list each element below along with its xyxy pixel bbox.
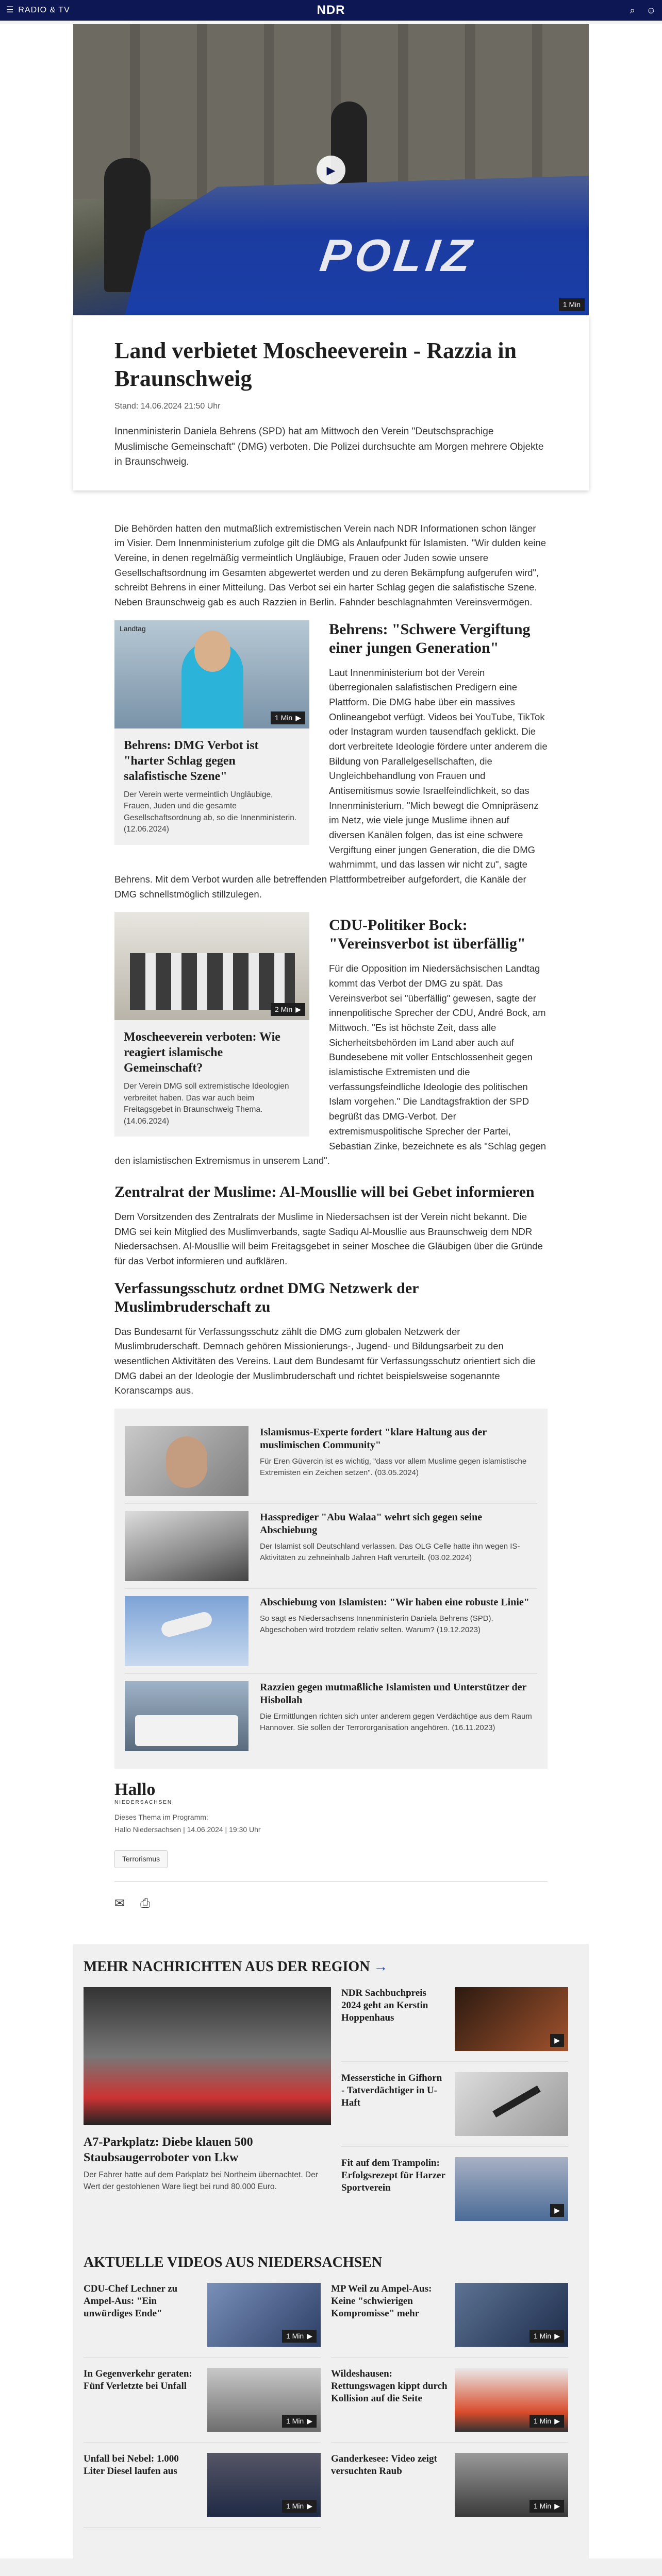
small-teaser-image xyxy=(455,1987,568,2051)
menu-icon[interactable]: ☰ xyxy=(6,6,14,14)
video-image xyxy=(455,2453,568,2517)
teaser-image-label: Landtag xyxy=(120,624,146,633)
duration-badge: 1 Min ▶ xyxy=(282,2330,317,2343)
main-content xyxy=(0,24,662,2558)
video-image xyxy=(207,2368,321,2432)
inline-teaser-card[interactable] xyxy=(114,912,309,1137)
small-teaser-image xyxy=(455,2072,568,2136)
video-image xyxy=(455,2283,568,2347)
radio-tv-menu[interactable] xyxy=(6,4,70,16)
section-heading: Behrens: "Schwere Vergiftung einer jungen Generation" xyxy=(329,620,531,656)
paragraph: Die Behörden hatten den mutmaßlich extremistischen Verein nach NDR Informationen schon länger im Visier. Dem Innenministerium zufolge gilt die DMG als Anlaufpunkt für Islamisten. "Wir dulden keine Vereine, in denen regelmäßig vermeintlich Ungläubige, Frauen oder Juden sowie unsere Gesellschaftsordnung im Gesamten abgewertet werden und zu deren Bekämpfung aufgerufen wird", schreibt Behrens in einer Mitteilung. Das Verbot sei ein harter Schlag gegen die salafistische Szene. Neben Braunschweig gab es auch Razzien in Berlin. Fahnder beschlagnahmten Vereinsvermögen. xyxy=(114,522,547,608)
big-teaser-title[interactable]: A7-Parkplatz: Diebe klauen 500 Staubsaugerroboter von Lkw xyxy=(84,2136,253,2165)
teaser-image xyxy=(114,620,309,728)
related-title[interactable]: Hassprediger "Abu Walaa" wehrt sich gegen seine Abschiebung xyxy=(260,1511,483,1536)
arrow-right-icon: → xyxy=(373,1959,388,1975)
knife-shape xyxy=(492,2086,541,2117)
paragraph: Für die Opposition im Niedersächsischen Landtag kommt das Verbot der DMG zu spät. Das Vereinsverbot sei "überfällig" gewesen, sagte der innenpolitische Sprecher der CDU, André Bock, am Mittwoch. "Es ist höchste Zeit, dass alle Sicherheitsbehörden im Land aber auch auf Bundesebene mit voller Entschlossenheit gegen islamistische Extremisten und die verfassungsfeindliche Ideologie des politischen Islam vorgehen." Die Landtagsfraktion der SPD begrüßt das DMG-Verbot. Der extremismuspolitische Sprecher der Partei, Sebastian Zinke, bezeichnete es als "Schlag gegen den islamistischen Extremismus in unserem Land". xyxy=(114,963,547,1166)
small-teaser[interactable] xyxy=(341,2157,568,2231)
duration-badge: 1 Min ▶ xyxy=(529,2500,564,2513)
section-heading: Verfassungsschutz ordnet DMG Netzwerk der Muslimbruderschaft zu xyxy=(114,1279,419,1315)
paragraph: Laut Innenministerium bot der Verein überregionalen salafistischen Predigern eine Plattform. Die DMG habe über ein massives Onlineangebot verfügt. Videos bei YouTube, TikTok oder Instagram wurden tausendfach geklickt. Die dort verbreitete Ideologie fördere unter anderem die Bildung von Parallelgesellschaften, die Ungleichbehandlung von Frauen und Antisemitismus sowie Israelfeindlichkeit, so das Innenministerium. "Mich bewegt die Omnipräsenz im Netz, wie viele junge Muslime ihnen auf diversen Kanälen folgen, das ist eine schwere Vergiftung einer jungen Generation, die die DMG wahrnimmt, und das lassen wir nicht zu", sagte Behrens. Mit dem Verbot wurden alle betreffenden Plattformbetreiber aufgefordert, die Kanäle der DMG schnellstmöglich stillzulegen. xyxy=(114,667,548,900)
related-image xyxy=(125,1596,249,1666)
related-text: Für Eren Güvercin ist es wichtig, "dass vor allem Muslime gegen islamistische Extremisten ein Zeichen setzen". (03.05.2024) xyxy=(260,1456,527,1477)
related-item[interactable] xyxy=(125,1504,537,1589)
hero-police-text: POLIZ xyxy=(317,230,479,281)
paragraph: Das Bundesamt für Verfassungsschutz zählt die DMG zum globalen Netzwerk der Muslimbruderschaft. Demnach gehören Missionierungs-, Jugend- und Bildungsarbeit zu den wesentlichen Aktivitäten des Vereins. Laut dem Bundesamt für Verfassungsschutz orientiert sich die DMG dabei an der Ideologie der Muslimbruderschaft und richtet beispielsweise sogenannte Koranscamps aus. xyxy=(114,1326,536,1396)
section-heading: CDU-Politiker Bock: "Vereinsverbot ist überfällig" xyxy=(329,917,526,953)
search-icon[interactable]: ⌕ xyxy=(630,5,635,15)
small-teaser-title[interactable]: NDR Sachbuchpreis 2024 geht an Kerstin Hoppenhaus xyxy=(341,1988,428,2023)
related-text: So sagt es Niedersachsens Innenministerin Daniela Behrens (SPD). Abgeschoben wird trotzdem relativ selten. Warum? (19.12.2023) xyxy=(260,1614,493,1634)
small-teaser-title[interactable]: Messerstiche in Gifhorn - Tatverdächtiger in U-Haft xyxy=(341,2073,442,2108)
video-teaser[interactable] xyxy=(84,2453,321,2528)
duration-badge: 1 Min ▶ xyxy=(529,2415,564,2428)
duration-badge: 1 Min ▶ xyxy=(282,2500,317,2513)
section-heading: Zentralrat der Muslime: Al-Mousllie will bei Gebet informieren xyxy=(114,1183,535,1200)
play-badge: ▶ xyxy=(550,2034,564,2047)
article-title: Land verbietet Moscheeverein - Razzia in Braunschweig xyxy=(114,338,517,391)
print-icon[interactable]: ⎙ xyxy=(140,1896,151,1911)
related-title[interactable]: Razzien gegen mutmaßliche Islamisten und Unterstützer der Hisbollah xyxy=(260,1681,526,1706)
program-logo[interactable] xyxy=(114,1781,548,1806)
video-title[interactable]: Unfall bei Nebel: 1.000 Liter Diesel laufen aus xyxy=(84,2453,179,2477)
related-text: Der Islamist soll Deutschland verlassen. Das OLG Celle hatte ihn wegen IS-Aktivitäten zu zehneinhalb Jahren Haft verurteilt. (03.02.2024) xyxy=(260,1541,520,1562)
video-image xyxy=(207,2453,321,2517)
mail-icon[interactable]: ✉ xyxy=(114,1896,125,1911)
related-person xyxy=(166,1436,207,1488)
related-item[interactable] xyxy=(125,1674,537,1758)
duration-label: 1 Min xyxy=(562,300,581,309)
inline-teaser-card[interactable] xyxy=(114,620,309,845)
related-title[interactable]: Abschiebung von Islamisten: "Wir haben eine robuste Linie" xyxy=(260,1596,529,1608)
program-logo-text: Hallo xyxy=(114,1780,156,1799)
related-image xyxy=(125,1426,249,1496)
small-teaser[interactable] xyxy=(341,1987,568,2062)
play-badge: ▶ xyxy=(550,2204,564,2217)
video-teaser[interactable] xyxy=(331,2368,568,2443)
related-image xyxy=(125,1511,249,1581)
video-teaser[interactable] xyxy=(84,2283,321,2358)
related-plane xyxy=(160,1610,213,1638)
related-image xyxy=(125,1681,249,1751)
article-body xyxy=(114,490,548,1929)
video-image xyxy=(207,2283,321,2347)
ndr-logo[interactable]: NDR xyxy=(317,3,345,17)
program-detail: Hallo Niedersachsen | 14.06.2024 | 19:30 Uhr xyxy=(114,1825,261,1834)
video-title[interactable]: In Gegenverkehr geraten: Fünf Verletzte bei Unfall xyxy=(84,2368,192,2392)
related-item[interactable] xyxy=(125,1589,537,1674)
play-icon[interactable]: ▶ xyxy=(317,156,345,184)
teaser-text: Der Verein DMG soll extremistische Ideologien verbreitet haben. Das war auch beim Freitagsgebet in Braunschweig Thema. (14.06.2024) xyxy=(124,1082,289,1126)
region-heading[interactable]: MEHR NACHRICHTEN AUS DER REGION → xyxy=(84,1959,388,1975)
user-icon[interactable]: ☺ xyxy=(646,5,656,15)
small-teaser-image xyxy=(455,2157,568,2221)
video-title[interactable]: MP Weil zu Ampel-Aus: Keine "schwierigen Kompromisse" mehr xyxy=(331,2283,432,2319)
related-item[interactable] xyxy=(125,1419,537,1504)
region-news xyxy=(73,1944,589,2558)
video-title[interactable]: Wildeshausen: Rettungswagen kippt durch Kollision auf die Seite xyxy=(331,2368,448,2404)
duration-badge: 2 Min ▶ xyxy=(271,1003,305,1016)
teaser-title[interactable]: Moscheeverein verboten: Wie reagiert islamische Gemeinschaft? xyxy=(124,1030,280,1075)
program-label: Dieses Thema im Programm: xyxy=(114,1812,208,1821)
teaser-image xyxy=(114,912,309,1020)
article-timestamp: Stand: 14.06.2024 21:50 Uhr xyxy=(114,402,221,411)
duration-badge xyxy=(559,298,585,311)
small-teaser-title[interactable]: Fit auf dem Trampolin: Erfolgsrezept für Harzer Sportverein xyxy=(341,2158,445,2193)
big-teaser-text: Der Fahrer hatte auf dem Parkplatz bei Northeim übernachtet. Der Wert der gestohlenen Ware liegt bei rund 80.000 Euro. xyxy=(84,2171,318,2191)
related-van xyxy=(135,1715,238,1746)
related-text: Die Ermittlungen richten sich unter anderem gegen Verdächtige aus dem Raum Hannover. Sie sollen der Terrororganisation angehören. (16.11.2023) xyxy=(260,1711,532,1732)
duration-badge: 1 Min ▶ xyxy=(282,2415,317,2428)
video-title[interactable]: Ganderkesee: Video zeigt versuchten Raub xyxy=(331,2453,437,2477)
small-teaser[interactable] xyxy=(341,2072,568,2147)
duration-badge: 1 Min ▶ xyxy=(529,2330,564,2343)
radio-tv-label[interactable]: RADIO & TV xyxy=(18,6,70,14)
videos-heading: AKTUELLE VIDEOS AUS NIEDERSACHSEN xyxy=(84,2255,383,2271)
article-header xyxy=(73,315,589,490)
hero-video[interactable] xyxy=(73,24,589,315)
video-teaser[interactable] xyxy=(84,2368,321,2443)
teaser-text: Der Verein werte vermeintlich Ungläubige, Frauen, Juden und die gesamte Gesellschaftsordnung ab, so die Innenministerin. (12.06.2024) xyxy=(124,790,297,834)
duration-badge: 1 Min ▶ xyxy=(271,711,305,724)
tag-button[interactable]: Terrorismus xyxy=(114,1850,168,1868)
big-teaser[interactable] xyxy=(84,1987,331,2231)
share-bar xyxy=(114,1882,548,1913)
program-logo-sub: NIEDERSACHSEN xyxy=(114,1799,173,1805)
teaser-title[interactable]: Behrens: DMG Verbot ist "harter Schlag gegen salafistische Szene" xyxy=(124,738,259,783)
video-title[interactable]: CDU-Chef Lechner zu Ampel-Aus: "Ein unwürdiges Ende" xyxy=(84,2283,178,2319)
video-teaser[interactable] xyxy=(331,2453,568,2538)
teaser-crowd xyxy=(130,953,295,1010)
top-navigation xyxy=(0,0,662,21)
teaser-person-head xyxy=(194,631,230,672)
video-image xyxy=(455,2368,568,2432)
big-teaser-image xyxy=(84,1987,331,2125)
related-title[interactable]: Islamismus-Experte fordert "klare Haltung aus der muslimischen Community" xyxy=(260,1426,487,1451)
paragraph: Dem Vorsitzenden des Zentralrats der Muslime in Niedersachsen ist der Verein nicht bekannt. Die DMG sei kein Mitglied des Muslimverbands, sagte Sadiqu Al-Mousllie aus Braunschweig dem NDR Niedersachsen. Al-Mousllie will beim Freitagsgebet in seiner Moschee die Gläubigen über die Gründe für das Verbot informieren und aufklären. xyxy=(114,1211,543,1266)
related-articles xyxy=(114,1409,548,1769)
article-teaser: Innenministerin Daniela Behrens (SPD) hat am Mittwoch den Verein "Deutschsprachige Muslimische Gemeinschaft" (DMG) verboten. Die Polizei durchsuchte am Morgen mehrere Objekte in Braunschweig. xyxy=(114,426,544,468)
video-teaser[interactable] xyxy=(331,2283,568,2358)
